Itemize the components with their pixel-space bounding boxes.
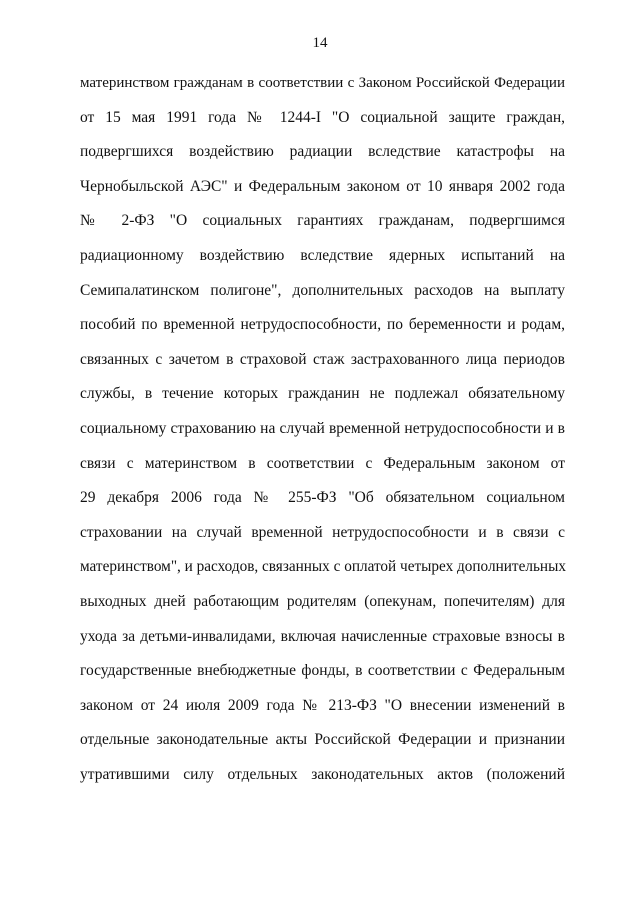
text-line: связи с материнством в соответствии с Федеральным законом от <box>80 454 565 472</box>
text-line: от 15 мая 1991 года № 1244-I "О социальной защите граждан, <box>80 108 565 126</box>
text-line: связанных с зачетом в страховой стаж застрахованного лица периодов <box>80 350 565 368</box>
text-line: радиационному воздействию вследствие ядерных испытаний на <box>80 246 565 264</box>
text-line: страховании на случай временной нетрудоспособности и в связи с <box>80 523 565 541</box>
text-line: государственные внебюджетные фонды, в соответствии с Федеральным <box>80 662 565 680</box>
text-line: службы, в течение которых гражданин не подлежал обязательному <box>80 385 565 403</box>
text-line: подвергшихся воздействию радиации вследствие катастрофы на <box>80 143 565 161</box>
text-line: отдельные законодательные акты Российской Федерации и признании <box>80 731 565 749</box>
text-line: выходных дней работающим родителям (опекунам, попечителям) для <box>80 592 565 610</box>
text-line: законом от 24 июля 2009 года № 213-ФЗ "О внесении изменений в <box>80 696 565 714</box>
text-line: № 2-ФЗ "О социальных гарантиях гражданам, подвергшимся <box>80 212 565 230</box>
text-line: пособий по временной нетрудоспособности, по беременности и родам, <box>80 316 565 334</box>
body-text <box>80 66 565 792</box>
text-line: материнством гражданам в соответствии с Законом Российской Федерации <box>80 75 565 91</box>
text-line: Семипалатинском полигоне", дополнительных расходов на выплату <box>80 281 565 299</box>
text-line: ухода за детьми-инвалидами, включая начисленные страховые взносы в <box>80 627 565 645</box>
text-line: Чернобыльской АЭС" и Федеральным законом от 10 января 2002 года <box>80 177 565 195</box>
text-line: социальному страхованию на случай временной нетрудоспособности и в <box>80 419 565 437</box>
text-line: материнством", и расходов, связанных с оплатой четырех дополнительных <box>80 558 566 576</box>
text-line: утратившими силу отдельных законодательных актов (положений <box>80 765 565 783</box>
text-line: 29 декабря 2006 года № 255-ФЗ "Об обязательном социальном <box>80 489 565 507</box>
page-number: 14 <box>312 35 328 51</box>
